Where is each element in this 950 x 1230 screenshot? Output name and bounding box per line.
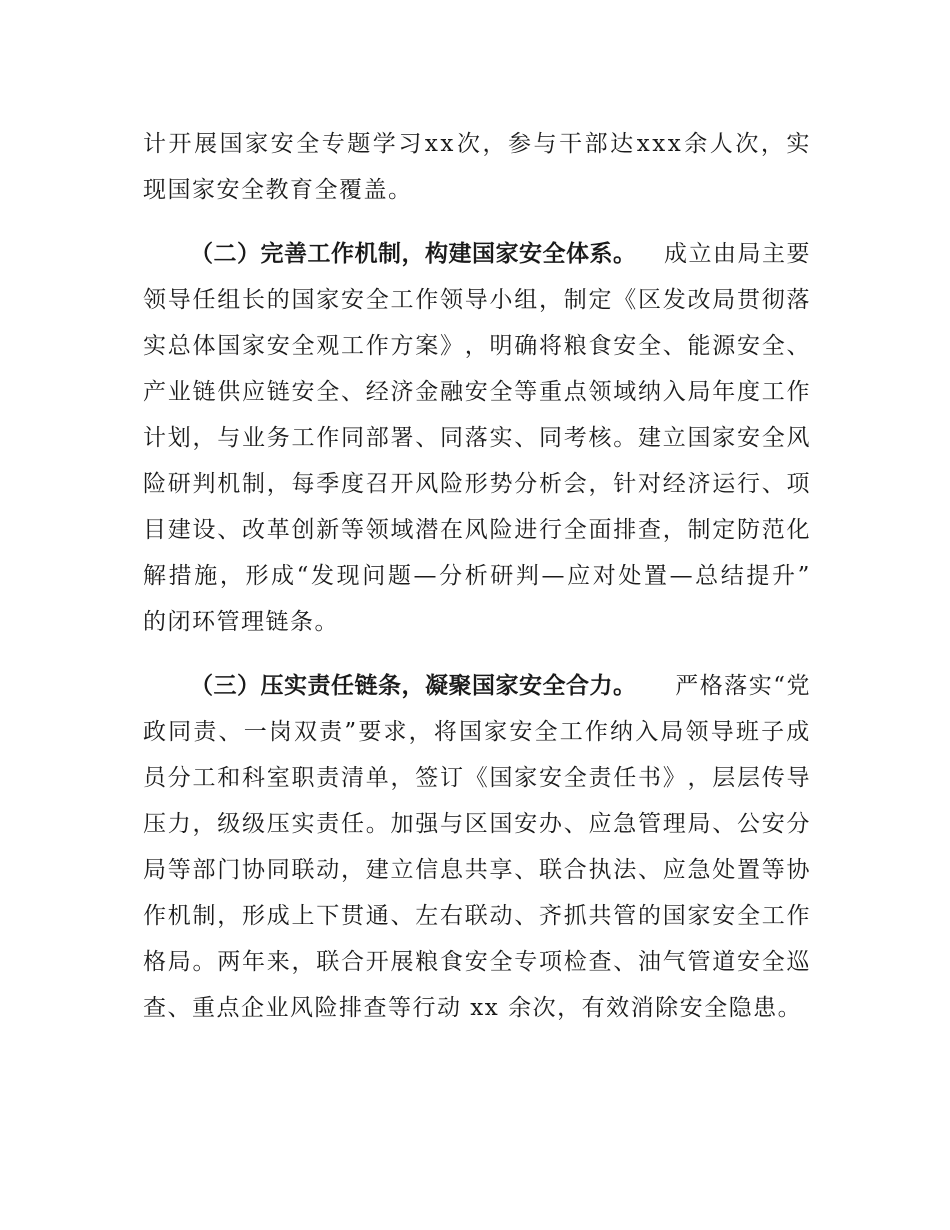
text-line [143,369,811,415]
text-line [143,709,811,755]
text-line [143,985,811,1031]
text-line [143,801,811,847]
text-line [143,893,811,939]
text-line [143,847,811,893]
text-line [143,599,811,645]
text-line [143,461,811,507]
line-text: 严格落实“党 [675,673,811,699]
text-line [143,323,811,369]
line-text: 查、重点企业风险排查等行动 xx 余次，有效消除安全隐患。 [143,995,803,1021]
text-line [143,415,811,461]
line-text: 政 同 责 、 一 岗 双 责 ” 要 求 ， 将 国 家 安 全 工 作 纳 入 局 领 导 班 子 成 [143,719,811,745]
text-line [143,755,811,801]
section-heading: （三）压实责任链条，凝聚国家安全合力。 [190,673,637,699]
paragraph-first-line [143,231,811,277]
line-text: 现国家安全教育全覆盖。 [143,177,413,203]
text-line [143,553,811,599]
line-text: 员 分 工 和 科 室 职 责 清 单 ， 签 订 《 国 家 安 全 责 任 书 》 ， 层 层 传 导 [143,765,811,791]
line-text: 解 措 施 ， 形 成 “ 发 现 问 题 — 分 析 研 判 — 应 对 处 置 — 总 结 提 升 ” [143,563,811,589]
line-text: 计 划 ， 与 业 务 工 作 同 部 署 、 同 落 实 、 同 考 核 。 建 立 国 家 安 全 风 [143,425,811,451]
line-text: 局 等 部 门 协 同 联 动 ， 建 立 信 息 共 享 、 联 合 执 法 、 应 急 处 置 等 协 [143,857,811,883]
line-text: 成立由局主要 [664,241,811,267]
paragraph-first-line [143,663,811,709]
line-text: 实 总 体 国 家 安 全 观 工 作 方 案 》 ， 明 确 将 粮 食 安 全 、 能 源 安 全 、 [143,333,811,359]
line-text: 压 力 ， 级 级 压 实 责 任 。 加 强 与 区 国 安 办 、 应 急 管 理 局 、 公 安 分 [143,811,811,837]
text-line [143,277,811,323]
text-line [143,167,811,213]
line-text: 格 局 。 两 年 来 ， 联 合 开 展 粮 食 安 全 专 项 检 查 、 油 气 管 道 安 全 巡 [143,949,811,975]
document-body [143,121,811,1031]
text-line [143,939,811,985]
text-line [143,121,811,167]
text-line [143,507,811,553]
line-text: 领 导 任 组 长 的 国 家 安 全 工 作 领 导 小 组 ， 制 定 《 区 发 改 局 贯 彻 落 [143,287,811,313]
line-text: 险 研 判 机 制 ， 每 季 度 召 开 风 险 形 势 分 析 会 ， 针 对 经 济 运 行 、 项 [143,471,811,497]
section-heading: （二）完善工作机制，构建国家安全体系。 [190,241,637,267]
line-text: 计 开 展 国 家 安 全 专 题 学 习 x x 次 ， 参 与 干 部 达 x x x 余 人 次 ， 实 [143,131,811,157]
line-text: 的闭环管理链条。 [143,609,339,635]
line-text: 目 建 设 、 改 革 创 新 等 领 域 潜 在 风 险 进 行 全 面 排 查 ， 制 定 防 范 化 [143,517,811,543]
line-text: 作 机 制 ， 形 成 上 下 贯 通 、 左 右 联 动 、 齐 抓 共 管 的 国 家 安 全 工 作 [143,903,811,929]
line-text: 产 业 链 供 应 链 安 全 、 经 济 金 融 安 全 等 重 点 领 域 纳 入 局 年 度 工 作 [143,379,811,405]
